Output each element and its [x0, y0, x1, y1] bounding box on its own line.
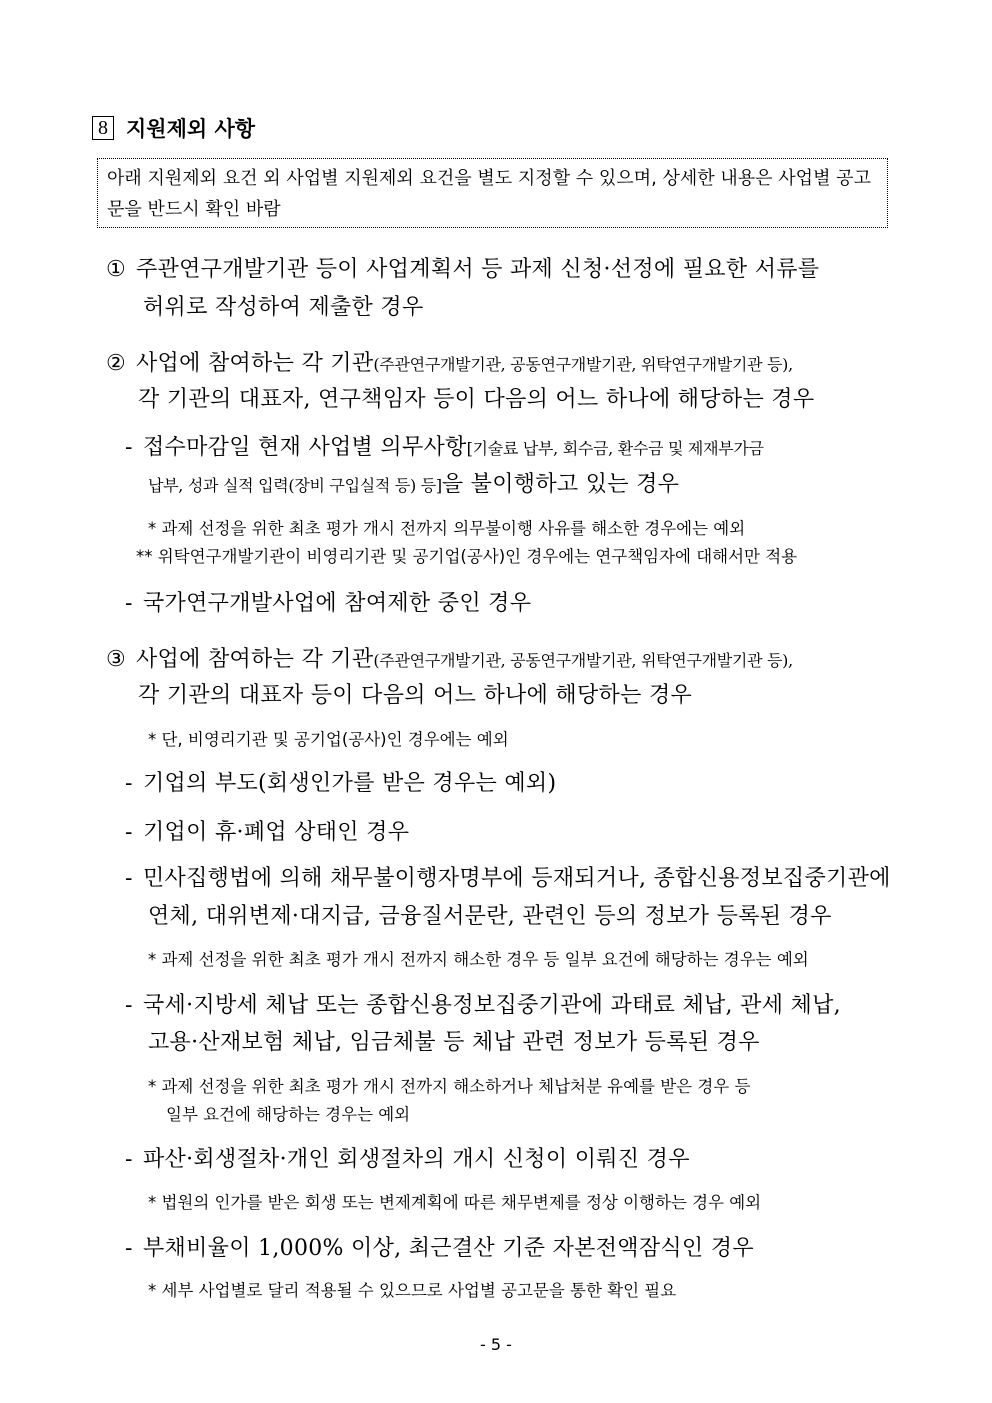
dash-bullet: -: [125, 435, 133, 460]
dash-bullet: -: [125, 993, 133, 1018]
dash-bullet: -: [125, 1236, 133, 1261]
item-3-sub-3-line-2: 연체, 대위변제·대지급, 금융질서문란, 관련인 등의 정보가 등록된 경우: [148, 904, 832, 929]
item-3-sub-5-note: * 법원의 인가를 받은 회생 또는 변제계획에 따른 채무변제를 정상 이행하는 경우 예외: [148, 1193, 762, 1212]
dash-bullet: -: [125, 866, 133, 891]
item-2-line-2: 각 기관의 대표자, 연구책임자 등이 다음의 어느 하나에 해당하는 경우: [138, 387, 815, 412]
notice-box: 아래 지원제외 요건 외 사업별 지원제외 요건을 별도 지정할 수 있으며, 상세한 내용은 사업별 공고문을 반드시 확인 바람: [97, 158, 888, 228]
section-heading: [92, 113, 255, 143]
dash-bullet: -: [125, 820, 133, 845]
dash-bullet: -: [125, 771, 133, 796]
item-3-sub-3-note: * 과제 선정을 위한 최초 평가 개시 전까지 해소한 경우 등 일부 요건에 해당하는 경우는 예외: [148, 950, 809, 969]
item-3-sub-1: - 기업의 부도(회생인가를 받은 경우는 예외): [125, 771, 557, 796]
item-3-sub-4-line-1: - 국세·지방세 체납 또는 종합신용정보집중기관에 과태료 체납, 관세 체납,: [125, 993, 841, 1018]
item-2-sub-1-note-1: * 과제 선정을 위한 최초 평가 개시 전까지 의무불이행 사유를 해소한 경우에는 예외: [148, 519, 746, 538]
section-number-box: 8: [92, 116, 114, 140]
item-3-sub-4-note-line-1: * 과제 선정을 위한 최초 평가 개시 전까지 해소하거나 체납처분 유예를 받은 경우 등: [148, 1077, 751, 1096]
item-1-line-2: 허위로 작성하여 제출한 경우: [143, 295, 424, 320]
item-3-line-2: 각 기관의 대표자 등이 다음의 어느 하나에 해당하는 경우: [138, 683, 693, 708]
circled-number-1: ①: [106, 257, 127, 282]
dash-bullet: -: [125, 1147, 133, 1172]
section-title: 지원제외 사항: [126, 117, 256, 141]
item-2-line-1: ② 사업에 참여하는 각 기관(주관연구개발기관, 공동연구개발기관, 위탁연구개발기관 등),: [106, 351, 793, 376]
item-1-line-1: ① 주관연구개발기관 등이 사업계획서 등 과제 신청·선정에 필요한 서류를: [106, 257, 820, 282]
item-2-sub-1-line-2: 납부, 성과 실적 입력(장비 구입실적 등) 등]을 불이행하고 있는 경우: [148, 472, 680, 497]
item-2-sub-1-note-2: ** 위탁연구개발기관이 비영리기관 및 공기업(공사)인 경우에는 연구책임자에 대해서만 적용: [136, 547, 798, 566]
item-3-sub-6: - 부채비율이 1,000% 이상, 최근결산 기준 자본전액잠식인 경우: [125, 1236, 754, 1261]
item-3-sub-3-line-1: - 민사집행법에 의해 채무불이행자명부에 등재되거나, 종합신용정보집중기관에: [125, 866, 891, 891]
circled-number-3: ③: [106, 647, 127, 672]
item-3-sub-2: - 기업이 휴·폐업 상태인 경우: [125, 820, 410, 845]
item-2-sub-1-line-1: - 접수마감일 현재 사업별 의무사항[기술료 납부, 회수금, 환수금 및 제재부가금: [125, 435, 764, 460]
page-number: - 5 -: [480, 1335, 512, 1354]
item-3-sub-5: - 파산·회생절차·개인 회생절차의 개시 신청이 이뤄진 경우: [125, 1147, 690, 1172]
item-2-sub-2: - 국가연구개발사업에 참여제한 중인 경우: [125, 591, 532, 616]
item-3-sub-6-note: * 세부 사업별로 달리 적용될 수 있으므로 사업별 공고문을 통한 확인 필요: [148, 1281, 677, 1300]
item-3-sub-4-note-line-2: 일부 요건에 해당하는 경우는 예외: [166, 1105, 411, 1124]
item-3-sub-4-line-2: 고용·산재보험 체납, 임금체불 등 체납 관련 정보가 등록된 경우: [148, 1030, 760, 1055]
dash-bullet: -: [125, 591, 133, 616]
item-3-line-1: ③ 사업에 참여하는 각 기관(주관연구개발기관, 공동연구개발기관, 위탁연구개발기관 등),: [106, 647, 793, 672]
item-3-note: * 단, 비영리기관 및 공기업(공사)인 경우에는 예외: [148, 730, 509, 749]
circled-number-2: ②: [106, 351, 127, 376]
